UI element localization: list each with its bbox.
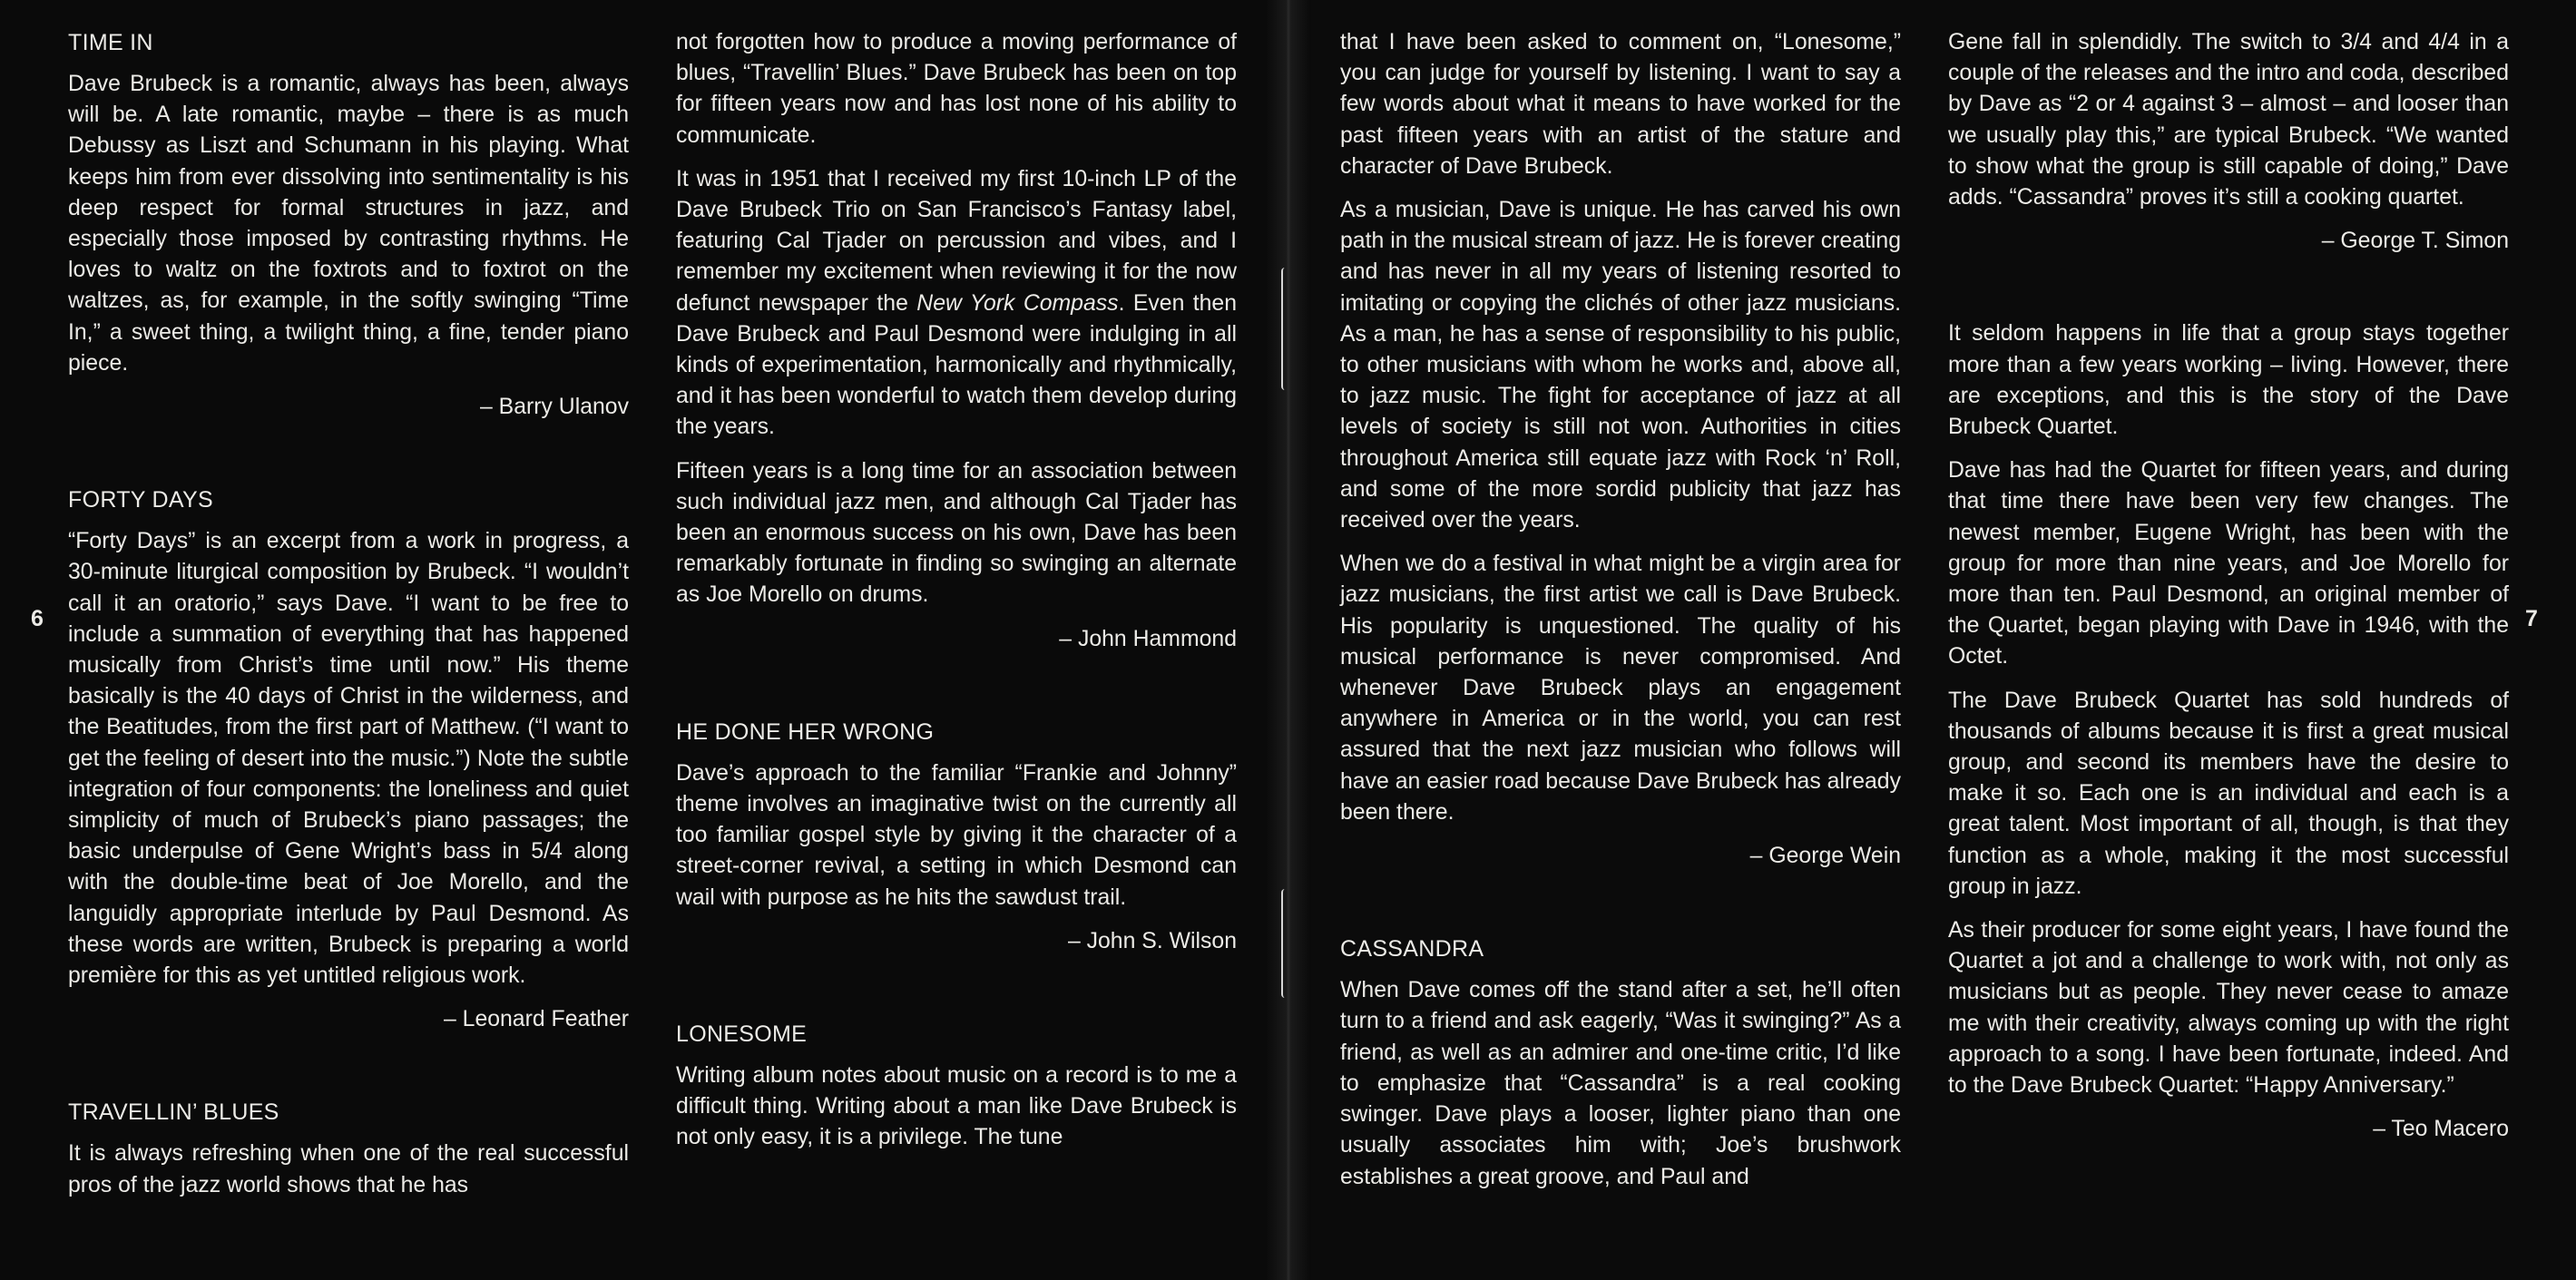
attribution-george-wein: – George Wein [1749, 844, 1901, 869]
attribution-barry-ulanov: – Barry Ulanov [479, 395, 629, 420]
time-in-text: Dave Brubeck is a romantic, always has been, always will be. A late romantic, maybe – there is as much Debussy as Liszt and Schumann in his playing. What keeps him from ever dissolving into sentimentality is his deep respect for formal structures in jazz, and especially those imposed by contrasting rhythms. He loves to waltz on the foxtrots and to foxtrot on the waltzes, as, for example, in the softly swinging “Time In,” a sweet thing, a twilight thing, a fine, tender piano piece. [68, 72, 629, 376]
column-3 [1340, 27, 1901, 1206]
newspaper-title: New York Compass [916, 290, 1119, 316]
travellin-blues-para-2: It was in 1951 that I received my first 10-inch LP of the Dave Brubeck Trio on San Francisco’s Fantasy label, featuring Cal Tjader on percussion and vibes, and I remember my excitement when reviewing it for the now defunct newspaper the New York Compass. Even then Dave Brubeck and Paul Desmond were indulging in all kinds of experimentation, harmonically and rhythmically, and it has been wonderful to watch them develop during the years. [676, 166, 1237, 440]
column-2 [676, 27, 1237, 1167]
section-heading-lonesome: LONESOME [676, 1021, 808, 1048]
travellin-blues-para-3: Fifteen years is a long time for an association between such individual jazz men, and although Cal Tjader has been an enormous success on his own, Dave has been remarkably fortunate in finding so swinging an alternate as Joe Morello on drums. [676, 458, 1237, 608]
lonesome-text-start: Writing album notes about music on a record is to me a difficult thing. Writing about a man like Dave Brubeck is not only easy, it is a privilege. The tune [676, 1063, 1237, 1150]
staple-bottom [1281, 889, 1288, 998]
travellin-blues-text-start: It is always refreshing when one of the real successful pros of the jazz world shows that he has [68, 1141, 629, 1197]
anniversary-para-3: The Dave Brubeck Quartet has sold hundreds of thousands of albums because it is first a great musical group, and second its members have the desire to make it so. Each one is an individual and each is a great talent. Most important of all, though, is that they function as a whole, making it the most successful group in jazz. [1948, 688, 2509, 899]
column-1 [68, 27, 629, 1214]
staple-top [1281, 268, 1288, 390]
lonesome-para-3: When we do a festival in what might be a virgin area for jazz musicians, the first artist we call is Dave Brubeck. His popularity is unquestioned. The quality of his musical performance is never compromised. And whenever Dave Brubeck plays an engagement anywhere in America or in the world, you can rest assured that the next jazz musician who follows will have an easier road because Dave Brubeck has already been there. [1340, 552, 1901, 825]
anniversary-para-1: It seldom happens in life that a group stays together more than a few years working – living. However, there are exceptions, and this is the story of the Dave Brubeck Quartet. [1948, 321, 2509, 440]
anniversary-para-2: Dave has had the Quartet for fifteen years, and during that time there have been very few changes. The newest member, Eugene Wright, has been with the group for more than nine years, and Joe Morello for more than ten. Paul Desmond, an original member of the Quartet, began playing with Dave in 1946, with the Octet. [1948, 458, 2509, 669]
anniversary-para-4: As their producer for some eight years, I have found the Quartet a jot and a challenge to work with, not only as musicians but as people. They never cease to amaze me with their creativity, always coming up with the right approach to a song. I have been fortunate, indeed. And to the Dave Brubeck Quartet: “Happy Anniversary.” [1948, 918, 2509, 1099]
section-heading-cassandra: CASSANDRA [1340, 936, 1484, 962]
column-4 [1948, 27, 2509, 1158]
lonesome-text-cont: that I have been asked to comment on, “Lonesome,” you can judge for yourself by listening. I want to say a few words about what it means to have worked for the past fifteen years with an artist of the stature and character of Dave Brubeck. [1340, 30, 1901, 179]
section-heading-time-in: TIME IN [68, 30, 153, 55]
attribution-teo-macero: – Teo Macero [2373, 1117, 2509, 1142]
cassandra-text-start: When Dave comes off the stand after a set, he’ll often turn to a friend and ask eagerly, “Was it swinging?” As a friend, as well as an admirer and one-time critic, I’d like to emphasize that “Cassandra” is a real cooking swinger. Dave plays a looser, lighter piano than one usually associates him with; Joe’s brushwork establishes a great groove, and Paul and [1340, 978, 1901, 1189]
he-done-her-wrong-text: Dave’s approach to the familiar “Frankie and Johnny” theme involves an imaginative twist on the currently all too familiar gospel style by giving it the character of a street-corner revival, a setting in which Desmond can wail with purpose as he hits the sawdust trail. [676, 760, 1237, 910]
section-heading-travellin-blues: TRAVELLIN’ BLUES [68, 1099, 279, 1126]
cassandra-text-cont: Gene fall in splendidly. The switch to 3/4 and 4/4 in a couple of the releases and the intro and coda, described by Dave as “2 or 4 against 3 – almost – and looser than we usually play this,” are typical Brubeck. “We wanted to show what the group is still capable of doing,” Dave adds. “Cassandra” proves it’s still a cooking quartet. [1948, 30, 2509, 210]
page-number-left: 6 [31, 606, 44, 631]
attribution-john-s-wilson: – John S. Wilson [1067, 928, 1237, 953]
page-number-right: 7 [2525, 606, 2538, 631]
lonesome-para-2: As a musician, Dave is unique. He has carved his own path in the musical stream of jazz. He is forever creating and has never in all my years of listening resorted to imitating or copying the clichés of other jazz musicians. As a man, he has a sense of responsibility to his public, to other musicians with whom he works and, above all, to jazz music. The fight for acceptance of jazz at all levels of society is still not won. Authorities in cities throughout America still equate jazz with Rock ‘n’ Roll, and some of the more sordid publicity that jazz has received over the years. [1340, 198, 1901, 533]
attribution-leonard-feather: – Leonard Feather [443, 1007, 629, 1032]
booklet-spine [1266, 0, 1311, 1280]
attribution-george-t-simon: – George T. Simon [2321, 229, 2509, 254]
section-heading-he-done-her-wrong: HE DONE HER WRONG [676, 718, 935, 745]
section-heading-forty-days: FORTY DAYS [68, 487, 213, 513]
forty-days-text: “Forty Days” is an excerpt from a work in progress, a 30-minute liturgical composition by Brubeck. “I wouldn’t call it an oratorio,” says Dave. “I want to be free to include a summation of everything that has happened musically from Christ’s time until now.” His theme basically is the 40 days of Christ in the wilderness, and the Beatitudes, from the first part of Matthew. (“I want to get the feeling of desert into the music.”) Note the subtle integration of four components: the loneliness and quiet simplicity of much of Brubeck’s piano passages; the basic underpulse of Gene Wright’s bass in 5/4 along with the double-time beat of Joe Morello, and the languidly appropriate interlude by Paul Desmond. As these words are written, Brubeck is preparing a world première for this as yet untitled religious work. [68, 529, 629, 989]
travellin-blues-text-cont: not forgotten how to produce a moving performance of blues, “Travellin’ Blues.” Dave Brubeck has been on top for fifteen years now and has lost none of his ability to communicate. [676, 30, 1237, 148]
attribution-john-hammond: – John Hammond [1059, 626, 1237, 651]
